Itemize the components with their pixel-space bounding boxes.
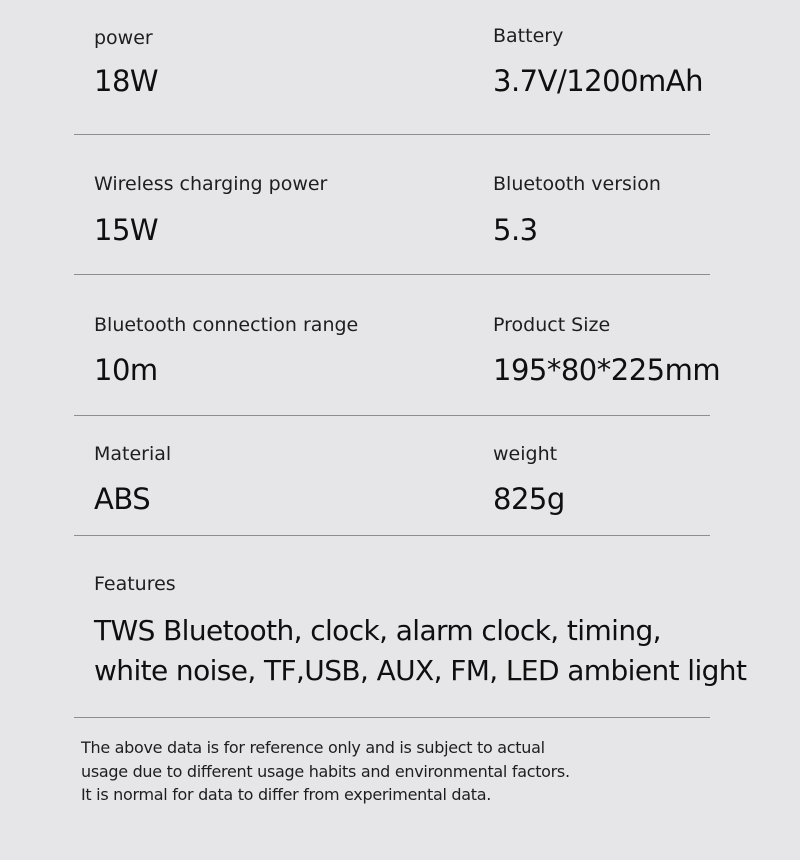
spec-label: Bluetooth connection range <box>94 314 359 336</box>
spec-value: 5.3 <box>493 213 538 247</box>
features-list <box>94 611 754 691</box>
disclaimer-line: usage due to different usage habits and environmental factors. <box>81 761 570 781</box>
disclaimer-line: The above data is for reference only and is subject to actual <box>81 738 545 757</box>
spec-label: Product Size <box>493 314 611 336</box>
spec-value: 18W <box>94 64 159 98</box>
spec-value: 195*80*225mm <box>493 353 721 387</box>
spec-row-range-size <box>74 275 721 416</box>
divider <box>74 717 710 718</box>
spec-value: 825g <box>493 482 565 516</box>
spec-value: ABS <box>94 482 151 516</box>
spec-value: 15W <box>94 213 159 247</box>
spec-label: weight <box>493 443 558 465</box>
disclaimer-line: It is normal for data to differ from experimental data. <box>81 785 492 804</box>
spec-row-material-weight <box>74 416 710 536</box>
spec-label: power <box>94 27 153 49</box>
spec-row-power-battery <box>74 0 710 135</box>
spec-label: Battery <box>493 25 564 47</box>
spec-label: Material <box>94 443 172 465</box>
spec-row-wireless-bluetooth-version <box>74 135 710 275</box>
spec-value: 10m <box>94 353 158 387</box>
features-label: Features <box>94 573 176 595</box>
spec-value: 3.7V/1200mAh <box>493 64 703 98</box>
spec-label: Wireless charging power <box>94 173 328 195</box>
features-line: white noise, TF,USB, AUX, FM, LED ambient light <box>94 654 747 687</box>
spec-label: Bluetooth version <box>493 173 661 195</box>
features-line: TWS Bluetooth, clock, alarm clock, timing, <box>94 614 661 647</box>
disclaimer <box>81 736 721 807</box>
